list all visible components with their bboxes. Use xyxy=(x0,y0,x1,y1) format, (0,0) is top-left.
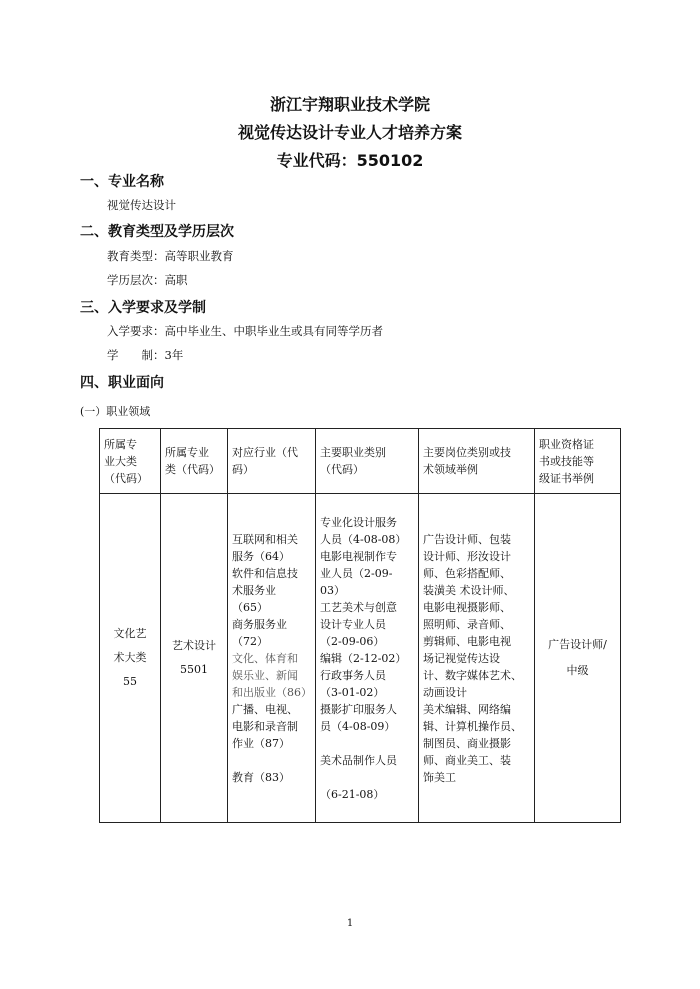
education-level-text: 学历层次：高职 xyxy=(107,273,188,287)
page-number: 1 xyxy=(346,918,354,929)
study-term-text: 学 制：3年 xyxy=(107,348,184,362)
doc-title-plan: 视觉传达设计专业人才培养方案 xyxy=(237,123,462,142)
table-header-cell: 主要职业类别 （代码） xyxy=(316,429,419,494)
education-type-text: 教育类型：高等职业教育 xyxy=(107,249,234,263)
career-field-table xyxy=(99,428,621,823)
job-position-cell: 广告设计师、包装 设计师、形汝设计 师、色彩搭配师、 装潢美 术设计师、 电影电视摄影师、 照明师、录音师、 剪辑师、电影电视 场记视觉传达设 计、数字媒体艺术、 动画设计 美术编辑、网络编 辑、计算机操作员、 制图员、商业摄影 师、商业美工、装 饰美工 xyxy=(419,494,535,823)
table-header-cell: 对应行业（代 码） xyxy=(228,429,316,494)
major-category-cell: 文化艺 术大类 55 xyxy=(100,494,161,823)
occupation-category-cell: 专业化设计服务 人员（4-08-08） 电影电视制作专 业人员（2-09-03） 工艺美术与创意 设计专业人员 （2-09-06） 编辑（2-12-02） 行政事务人员 （3-01-02） 摄影扩印服务人 员（4-08-09） 美术品制作人员 （6-21-08） xyxy=(316,494,419,823)
table-header-cell: 所属专业 类（代码） xyxy=(161,429,228,494)
major-name-text: 视觉传达设计 xyxy=(107,198,176,212)
industry-cell xyxy=(228,494,316,823)
section-heading-education-type: 二、教育类型及学历层次 xyxy=(80,224,234,240)
table-header-row xyxy=(100,429,621,494)
table-row xyxy=(100,494,621,823)
section-heading-admission: 三、入学要求及学制 xyxy=(80,300,206,316)
certificate-cell: 广告设计师/ 中级 xyxy=(535,494,621,823)
industry-text-b: 文化、体育和 娱乐业、新闻 和出版业（86） xyxy=(232,651,312,699)
section-heading-major-name: 一、专业名称 xyxy=(80,174,164,190)
table-header-cell: 所属专 业大类 （代码） xyxy=(100,429,161,494)
industry-text-c: 广播、电视、 电影和录音制 作业（87） 教育（83） xyxy=(232,702,298,784)
major-class-cell: 艺术设计 5501 xyxy=(161,494,228,823)
table-header-cell: 职业资格证 书或技能等 级证书举例 xyxy=(535,429,621,494)
career-field-subheading: (一）职业领域 xyxy=(80,405,151,418)
admission-requirement-text: 入学要求：高中毕业生、中职毕业生或具有同等学历者 xyxy=(107,324,383,338)
doc-title-school: 浙江宇翔职业技术学院 xyxy=(269,95,430,114)
table-header-cell: 主要岗位类别或技 术领域举例 xyxy=(419,429,535,494)
industry-text-a: 互联网和相关 服务（64） 软件和信息技 术服务业（65） 商务服务业 （72） xyxy=(232,532,298,648)
doc-title-code: 专业代码：550102 xyxy=(276,151,424,170)
section-heading-career: 四、职业面向 xyxy=(80,375,164,391)
